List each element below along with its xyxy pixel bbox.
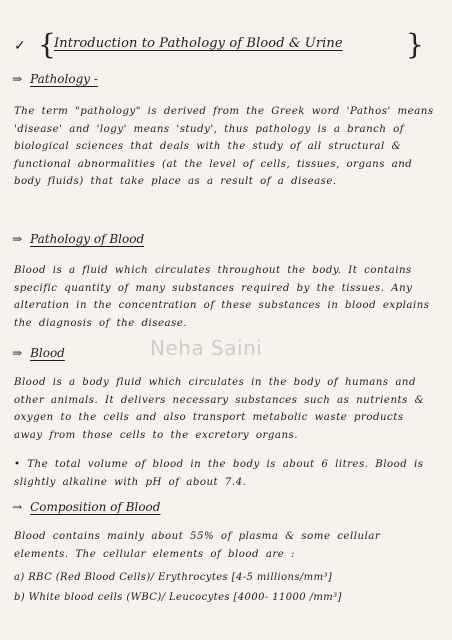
heading-blood [12,346,65,360]
left-brace-icon: { [38,28,56,61]
right-brace-icon: } [406,28,424,61]
cellular-elements-list [14,568,434,608]
paragraph-blood: Blood is a body fluid which circulates in the body of humans and other animals. It delivers necessary substances such as nutrients & oxygen to the cells and also transport metabolic waste products away from those cells to the excretory organs. [14,377,425,441]
paragraph-composition: Blood contains mainly about 55% of plasma & some cellular elements. The cellular elements of blood are : [14,531,381,560]
page-title: Introduction to Pathology of Blood & Urine [54,36,343,51]
bullet-icon: • [14,459,28,470]
arrow-icon: → [12,500,23,514]
watermark: Neha Saini [150,336,263,360]
paragraph-pathology: The term "pathology" is derived from the Greek word 'Pathos' means 'disease' and 'logy' means 'study', thus pathology is a branch of biological sciences that deals with the study of all structural & functional abnormalities (at the level of cells, tissues, organs and body fluids) that take place as a result of a disease. [14,106,434,187]
heading-pathology [12,72,98,86]
list-item: b) White blood cells (WBC)/ Leucocytes [4000- 11000 /mm³] [14,592,342,603]
heading-blood-text: Blood [30,346,65,360]
paragraph-pathology-of-blood: Blood is a fluid which circulates throughout the body. It contains specific quantity of many substances required by the tissues. Any alteration in the concentration of these substances in blood explains the diagnosis of the disease. [14,265,430,329]
heading-composition-text: Composition of Blood [30,500,161,514]
bullet-blood-volume [14,456,434,491]
double-arrow-icon: ⇒ [12,232,23,246]
title-row [6,30,446,64]
double-arrow-icon: ⇒ [12,346,23,360]
heading-composition [12,500,160,514]
heading-pathology-text: Pathology - [30,72,98,86]
bullet-blood-volume-text: The total volume of blood in the body is about 6 litres. Blood is slightly alkaline with pH of about 7.4. [14,459,424,488]
check-mark-icon: ✓ [14,38,26,54]
list-item: a) RBC (Red Blood Cells)/ Erythrocytes [4-5 millions/mm³] [14,572,333,583]
double-arrow-icon: ⇒ [12,72,23,86]
heading-pathology-of-blood [12,232,144,246]
heading-pathology-of-blood-text: Pathology of Blood [30,232,145,246]
